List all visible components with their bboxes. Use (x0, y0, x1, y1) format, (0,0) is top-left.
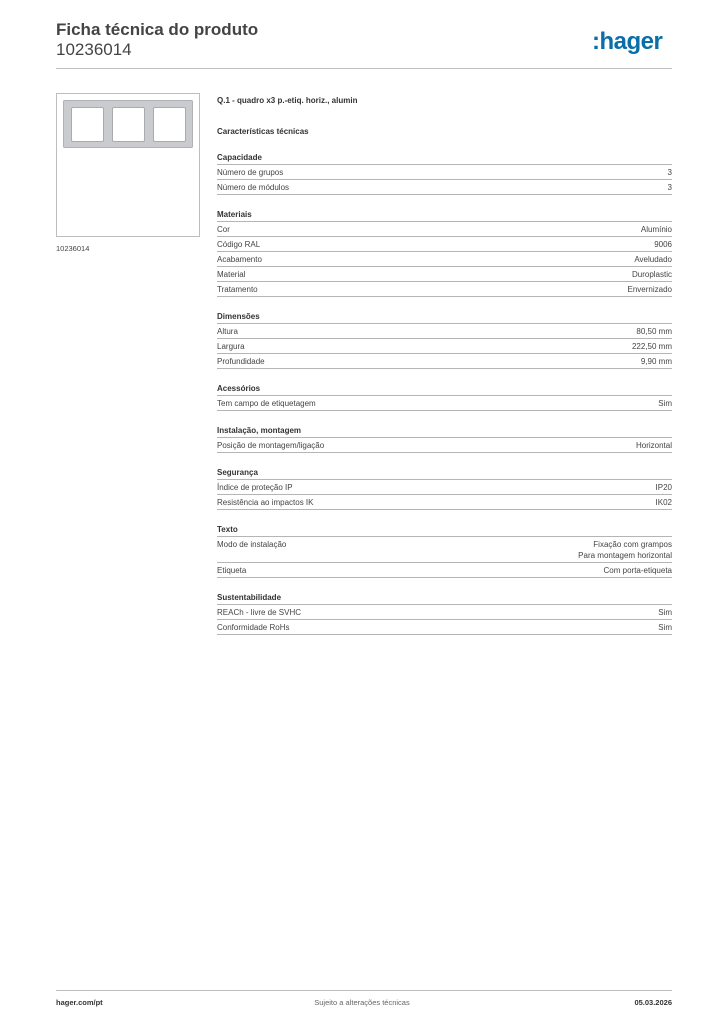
spec-row (217, 324, 672, 339)
spec-value-line: 3 (667, 183, 672, 192)
spec-value-line: Para montagem horizontal (578, 551, 672, 560)
spec-label: Profundidade (217, 357, 265, 366)
spec-row (217, 237, 672, 252)
spec-value (578, 539, 672, 561)
spec-value-line: Sim (658, 623, 672, 632)
spec-row (217, 354, 672, 369)
spec-label: Etiqueta (217, 566, 247, 575)
spec-value (604, 565, 672, 576)
spec-row (217, 339, 672, 354)
spec-row (217, 563, 672, 578)
spec-value (636, 326, 672, 337)
spec-value (658, 622, 672, 633)
spec-label: Tem campo de etiquetagem (217, 399, 316, 408)
document-header (56, 20, 258, 60)
spec-row (217, 495, 672, 510)
spec-value (628, 284, 672, 295)
spec-value-line: 80,50 mm (636, 327, 672, 336)
spec-label: Modo de instalação (217, 540, 287, 549)
spec-value (654, 239, 672, 250)
spec-section (217, 383, 672, 411)
spec-value-line: Alumínio (640, 225, 672, 234)
spec-label: Largura (217, 342, 245, 351)
spec-label: Posição de montagem/ligação (217, 441, 325, 450)
spec-label: Número de grupos (217, 168, 284, 177)
section-title: Instalação, montagem (217, 425, 672, 438)
section-title: Segurança (217, 467, 672, 480)
product-code: 10236014 (56, 40, 132, 59)
spec-label: Material (217, 270, 246, 279)
spec-value-line: Duroplastic (631, 270, 672, 279)
spec-value (668, 182, 672, 193)
section-title: Dimensões (217, 311, 672, 324)
spec-row (217, 267, 672, 282)
spec-section (217, 152, 672, 195)
spec-value-line: IK02 (655, 498, 672, 507)
spec-value (641, 224, 672, 235)
spec-row (217, 620, 672, 635)
spec-value (668, 167, 672, 178)
spec-value (658, 607, 672, 618)
spec-value-line: 9006 (654, 240, 672, 249)
hager-logo: :hager (592, 28, 663, 55)
spec-value-line: Sim (658, 399, 672, 408)
spec-row (217, 222, 672, 237)
spec-row (217, 480, 672, 495)
spec-label: Acabamento (217, 255, 262, 264)
frame-slot (112, 107, 145, 142)
section-title: Sustentabilidade (217, 592, 672, 605)
spec-value (656, 497, 672, 508)
spec-section (217, 592, 672, 635)
document-title: Ficha técnica do produto (56, 20, 259, 39)
spec-value (656, 482, 672, 493)
spec-value (658, 398, 672, 409)
section-title: Texto (217, 524, 672, 537)
spec-row (217, 282, 672, 297)
image-caption: 10236014 (56, 244, 90, 253)
spec-value (641, 356, 672, 367)
spec-label: REACh - livre de SVHC (217, 608, 302, 617)
footer-website: hager.com/pt (56, 998, 103, 1007)
spec-sections (217, 152, 672, 635)
spec-label: Código RAL (217, 240, 261, 249)
spec-label: Número de módulos (217, 183, 290, 192)
header-divider (56, 68, 672, 69)
spec-value-line: Com porta-etiqueta (603, 566, 672, 575)
section-title: Capacidade (217, 152, 672, 165)
spec-value-line: Sim (658, 608, 672, 617)
footer-disclaimer: Sujeito a alterações técnicas (314, 998, 410, 1007)
spec-value-line: IP20 (655, 483, 672, 492)
spec-row (217, 252, 672, 267)
spec-section (217, 467, 672, 510)
spec-row (217, 537, 672, 563)
spec-row (217, 180, 672, 195)
footer-date: 05.03.2026 (634, 998, 672, 1007)
spec-section (217, 311, 672, 369)
spec-value-line: 9,90 mm (640, 357, 672, 366)
spec-row (217, 605, 672, 620)
spec-label: Altura (217, 327, 238, 336)
spec-value-line: Envernizado (627, 285, 672, 294)
frame-illustration (63, 100, 193, 148)
spec-content (217, 95, 672, 635)
spec-label: Cor (217, 225, 230, 234)
spec-value-line: 3 (667, 168, 672, 177)
spec-label: Conformidade RoHs (217, 623, 290, 632)
footer-divider (56, 990, 672, 991)
section-title: Acessórios (217, 383, 672, 396)
spec-value (634, 254, 672, 265)
spec-section (217, 209, 672, 297)
spec-value-line: Horizontal (635, 441, 672, 450)
spec-value-line: 222,50 mm (631, 342, 672, 351)
spec-section (217, 425, 672, 453)
spec-value (636, 440, 672, 451)
spec-label: Índice de proteção IP (217, 483, 293, 492)
spec-label: Resistência ao impactos IK (217, 498, 314, 507)
spec-value (632, 269, 672, 280)
spec-section (217, 524, 672, 578)
spec-value-line: Aveludado (634, 255, 672, 264)
technical-characteristics-heading: Características técnicas (217, 127, 309, 136)
spec-label: Tratamento (217, 285, 258, 294)
product-image (56, 93, 200, 237)
spec-row (217, 438, 672, 453)
spec-row (217, 165, 672, 180)
spec-row (217, 396, 672, 411)
frame-slot (153, 107, 186, 142)
product-name: Q.1 - quadro x3 p.-etiq. horiz., alumin (217, 96, 358, 105)
logo-text: hager (599, 28, 663, 55)
frame-slot (71, 107, 104, 142)
section-title: Materiais (217, 209, 672, 222)
spec-value-line: Fixação com grampos (593, 540, 672, 549)
spec-value (632, 341, 672, 352)
